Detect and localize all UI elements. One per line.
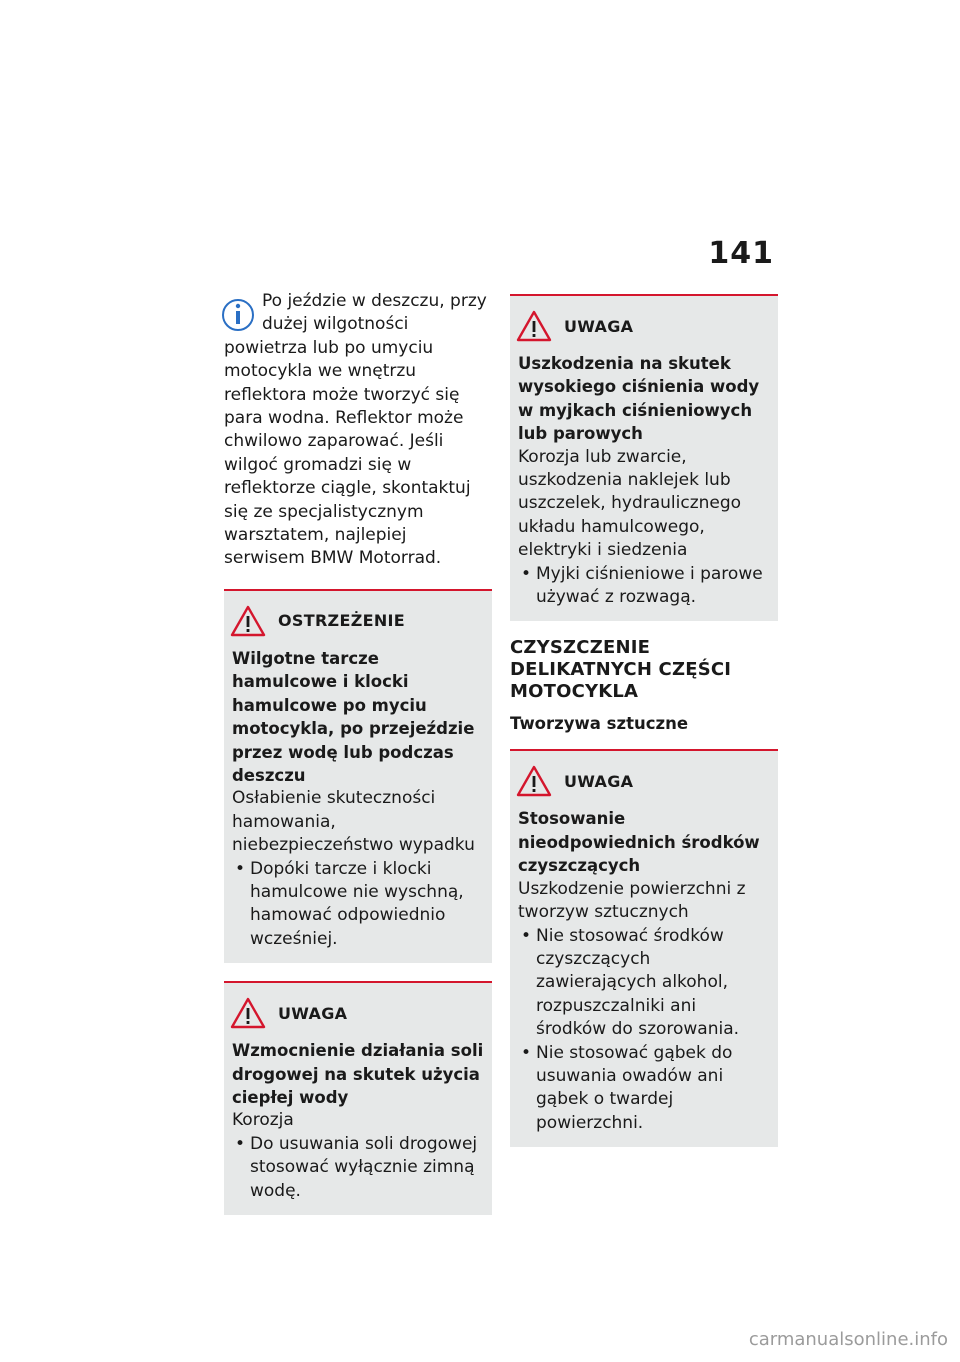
watermark: carmanualsonline.info xyxy=(748,1329,948,1350)
caution-label: UWAGA xyxy=(564,771,634,791)
warning-box-wet-brakes xyxy=(224,589,492,963)
caution-title: Uszkodzenia na skutek wysokiego ciśnienia wody w myjkach ciśnieniowych lub parowych xyxy=(518,354,760,444)
subsection-title: Tworzywa sztuczne xyxy=(510,714,689,734)
info-note xyxy=(224,290,492,571)
caution-bullet: • Nie stosować środków czyszczących zawierających alkohol, rozpuszczalniki ani środków do szorowania. xyxy=(518,925,770,1042)
caution-consequence: Korozja xyxy=(232,1110,294,1131)
warning-title: Wilgotne tarcze hamulcowe i klocki hamulcowe po myciu motocykla, po przejeździe przez wodę lub podczas deszczu xyxy=(232,648,475,785)
warning-triangle-icon xyxy=(516,765,552,797)
left-column xyxy=(224,290,492,1215)
caution-title: Stosowanie nieodpowiednich środków czyszczących xyxy=(518,809,760,876)
caution-box-road-salt xyxy=(224,981,492,1215)
info-icon xyxy=(220,292,258,334)
warning-bullet: • Dopóki tarcze i klocki hamulcowe nie wyschną, hamować odpowiednio wcześniej. xyxy=(232,858,484,952)
caution-box-pressure-washer xyxy=(510,294,778,621)
caution-consequence: Korozja lub zwarcie, uszkodzenia naklejek lub uszczelek, hydraulicznego układu hamulcowego, elektryki i siedzenia xyxy=(518,446,742,561)
warning-triangle-icon xyxy=(230,605,266,637)
caution-bullet: • Nie stosować gąbek do usuwania owadów ani gąbek o twardej powierzchni. xyxy=(518,1042,770,1136)
caution-label: UWAGA xyxy=(564,316,634,336)
caution-bullet: • Do usuwania soli drogowej stosować wyłącznie zimną wodę. xyxy=(232,1133,484,1203)
page-number: 141 xyxy=(708,236,774,271)
section-title: CZYSZCZENIE DELIKATNYCH CZĘŚCI MOTOCYKLA xyxy=(510,637,732,703)
right-column xyxy=(510,290,778,1147)
caution-bullet: • Myjki ciśnieniowe i parowe używać z rozwagą. xyxy=(518,563,770,610)
warning-triangle-icon xyxy=(230,997,266,1029)
warning-triangle-icon xyxy=(516,310,552,342)
warning-consequence: Osłabienie skuteczności hamowania, niebezpieczeństwo wypadku xyxy=(232,788,475,856)
caution-box-cleaning-agents xyxy=(510,749,778,1147)
caution-title: Wzmocnienie działania soli drogowej na skutek użycia ciepłej wody xyxy=(232,1041,484,1107)
caution-consequence: Uszkodzenie powierzchni z tworzyw sztucznych xyxy=(518,878,746,923)
warning-label: OSTRZEŻENIE xyxy=(278,611,405,631)
info-note-text: Po jeździe w deszczu, przy dużej wilgotności powietrza lub po umyciu motocykla we wnętrzu reflektora może tworzyć się para wodna. Reflektor może chwilowo zaparować. Jeśli wilgoć gromadzi się w reflektorze ciągle, skontaktuj się ze specjalistycznym warsztatem, najlepiej serwisem BMW Motorrad. xyxy=(224,291,487,569)
caution-label: UWAGA xyxy=(278,1003,348,1023)
